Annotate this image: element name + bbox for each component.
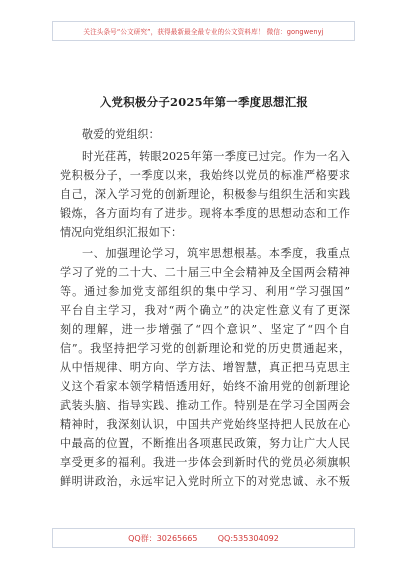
header-notice-box [52, 21, 355, 41]
paragraph-line: 中最高的位置，不断推出各项惠民政策，努力让广大人民 [60, 437, 350, 450]
paragraph-line: 信”。我坚持把学习党的创新理论和党的历史贯通起来， [60, 342, 350, 355]
paragraph-line: 平台自主学习，我对“两个确立”的决定性意义有了更深 [60, 304, 350, 317]
paragraph-line: 刻的理解，进一步增强了“四个意识”、坚定了“四个自 [60, 323, 350, 336]
document-title: 入党积极分子2025年第一季度思想汇报 [99, 95, 309, 109]
footer-contact-box [52, 528, 355, 548]
header-notice: 关注头条号“公文研究”，获得最新最全最专业的公文资料库！ 微信：gongwenyj [83, 28, 324, 36]
paragraph-line: 党积极分子，一季度以来，我始终以党员的标准严格要求 [60, 169, 350, 182]
paragraph-line: 锻炼，各方面均有了进步。现将本季度的思想动态和工作 [60, 207, 350, 220]
paragraph-line: 自己，深入学习党的创新理论，积极参与组织生活和实践 [60, 188, 350, 201]
paragraph-line: 享受更多的福利。我进一步体会到新时代的党员必须旗帜 [60, 456, 350, 469]
paragraph-line: 情况向党组织汇报如下： [60, 226, 183, 239]
paragraph-line: 等。通过参加党支部组织的集中学习、利用“学习强国” [60, 285, 350, 298]
paragraph-line: 从中悟规律、明方向、学方法、增智慧，真正把马克思主 [60, 361, 350, 374]
paragraph-line: 一、加强理论学习，筑牢思想根基。本季度，我重点 [82, 247, 350, 260]
salutation: 敬爱的党组织： [82, 128, 160, 141]
paragraph-line: 学习了党的二十大、二十届三中全会精神及全国两会精神 [60, 266, 350, 279]
paragraph-line: 武装头脑、指导实践、推动工作。特别是在学习全国两会 [60, 399, 350, 412]
footer-contact: QQ群：30265665 QQ:535304092 [128, 533, 279, 543]
paragraph-line: 时光荏苒，转眼2025年第一季度已过完。作为一名入 [82, 150, 350, 163]
paragraph-line: 义这个看家本领学精悟透用好，始终不渝用党的创新理论 [60, 380, 350, 393]
paragraph-line: 鲜明讲政治，永远牢记入党时所立下的对党忠诚、永不叛 [60, 475, 350, 488]
paragraph-line: 精神时，我深刻认识，中国共产党始终坚持把人民放在心 [60, 418, 350, 431]
